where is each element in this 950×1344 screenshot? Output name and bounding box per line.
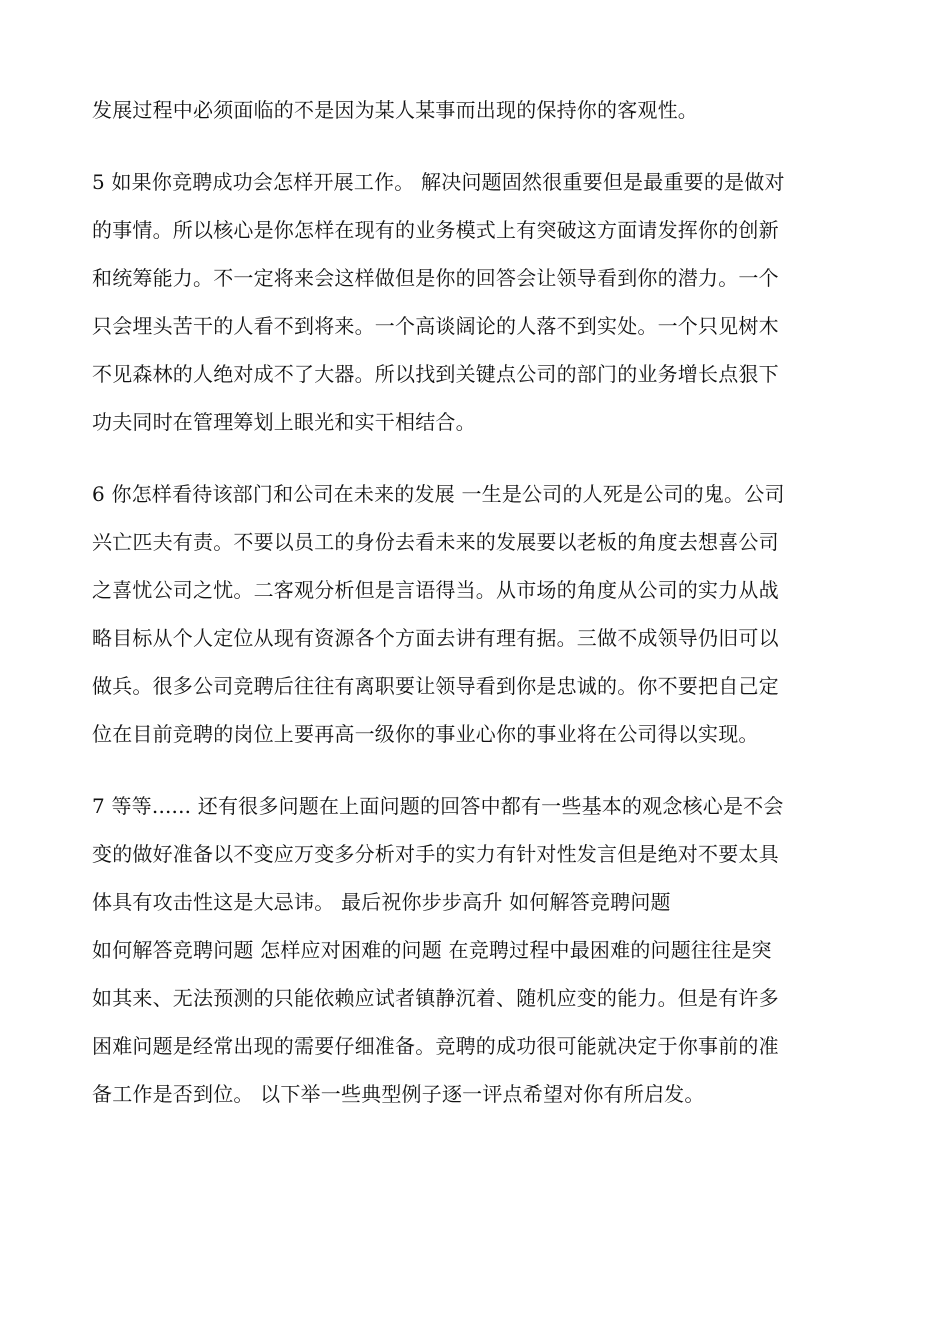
paragraph-line: 做兵。很多公司竞聘后往往有离职要让领导看到你是忠诚的。你不要把自己定: [92, 674, 779, 698]
paragraph-line: 7 等等...... 还有很多问题在上面问题的回答中都有一些基本的观念核心是不会: [92, 794, 784, 818]
paragraph-line: 位在目前竞聘的岗位上要再高一级你的事业心你的事业将在公司得以实现。: [92, 722, 759, 746]
paragraph-line: 功夫同时在管理筹划上眼光和实干相结合。: [92, 410, 476, 434]
paragraph-line: 体具有攻击性这是大忌讳。 最后祝你步步高升 如何解答竞聘问题: [92, 890, 671, 914]
paragraph-line: 备工作是否到位。 以下举一些典型例子逐一评点希望对你有所启发。: [92, 1082, 705, 1106]
paragraph-line: 如何解答竞聘问题 怎样应对困难的问题 在竞聘过程中最困难的问题往往是突: [92, 938, 772, 962]
paragraph-line: 的事情。所以核心是你怎样在现有的业务模式上有突破这方面请发挥你的创新: [92, 218, 779, 242]
paragraph-line: 不见森林的人绝对成不了大器。所以找到关键点公司的部门的业务增长点狠下: [92, 362, 779, 386]
paragraph-line: 5 如果你竞聘成功会怎样开展工作。 解决问题固然很重要但是最重要的是做对: [92, 170, 785, 194]
paragraph-line: 6 你怎样看待该部门和公司在未来的发展 一生是公司的人死是公司的鬼。公司: [92, 482, 785, 506]
paragraph-line: 只会埋头苦干的人看不到将来。一个高谈阔论的人落不到实处。一个只见树木: [92, 314, 779, 338]
paragraph-line: 之喜忧公司之忧。二客观分析但是言语得当。从市场的角度从公司的实力从战: [92, 578, 779, 602]
paragraph-line: 发展过程中必须面临的不是因为某人某事而出现的保持你的客观性。: [92, 98, 698, 122]
paragraph-line: 变的做好准备以不变应万变多分析对手的实力有针对性发言但是绝对不要太具: [92, 842, 779, 866]
paragraph-line: 困难问题是经常出现的需要仔细准备。竞聘的成功很可能就决定于你事前的准: [92, 1034, 779, 1058]
paragraph-line: 略目标从个人定位从现有资源各个方面去讲有理有据。三做不成领导仍旧可以: [92, 626, 779, 650]
paragraph-line: 兴亡匹夫有责。不要以员工的身份去看未来的发展要以老板的角度去想喜公司: [92, 530, 779, 554]
paragraph-line: 和统筹能力。不一定将来会这样做但是你的回答会让领导看到你的潜力。一个: [92, 266, 779, 290]
paragraph-line: 如其来、无法预测的只能依赖应试者镇静沉着、随机应变的能力。但是有许多: [92, 986, 779, 1010]
